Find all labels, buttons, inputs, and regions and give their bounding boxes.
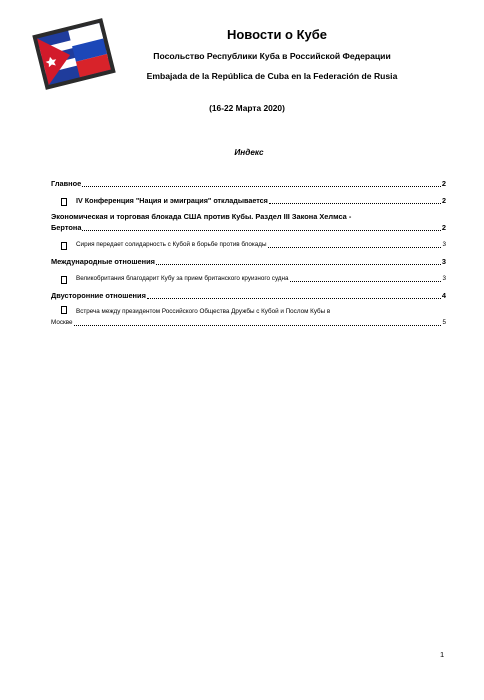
toc-leader	[268, 247, 442, 248]
subtitle-es: Embajada de la República de Cuba en la Federación de Rusia	[146, 71, 398, 81]
toc-entry[interactable]	[51, 256, 446, 267]
table-of-contents	[51, 178, 446, 328]
page-title: Новости о Кубе	[226, 27, 328, 42]
bullet-icon	[61, 276, 67, 284]
toc-page-number: 2	[441, 179, 446, 188]
toc-entry-text-line2: Бертона	[51, 223, 82, 232]
toc-page-number: 3	[442, 241, 446, 248]
toc-entry[interactable]	[51, 290, 446, 301]
toc-entry-text: Двусторонние отношения	[51, 291, 146, 300]
page-number: 1	[440, 650, 445, 659]
toc-entry[interactable]	[51, 273, 446, 284]
toc-page-number: 2	[442, 196, 446, 205]
toc-leader	[269, 203, 441, 204]
toc-leader	[156, 264, 441, 265]
toc-entry-text: Великобритания благодарит Кубу за прием британского круизного судна	[76, 275, 289, 282]
toc-leader	[74, 325, 442, 326]
toc-page-number: 4	[441, 291, 446, 300]
toc-entry[interactable]	[51, 306, 446, 328]
toc-leader	[290, 281, 442, 282]
toc-entry[interactable]	[51, 195, 446, 206]
subtitle-ru: Посольство Республики Куба в Российской Федерации	[153, 51, 391, 61]
toc-page-number: 3	[442, 275, 446, 282]
toc-entry[interactable]	[51, 239, 446, 250]
index-heading: Индекс	[234, 148, 264, 157]
bullet-icon	[61, 242, 67, 250]
toc-page-number: 5	[442, 319, 446, 326]
toc-leader	[82, 186, 441, 187]
toc-page-number: 2	[441, 223, 446, 232]
toc-entry-text-line2: Москве	[51, 319, 73, 326]
toc-entry[interactable]	[51, 178, 446, 189]
toc-entry-line1-wrap	[51, 306, 446, 317]
bullet-icon	[61, 198, 67, 206]
toc-entry-text-line1: Экономическая и торговая блокада США против Кубы. Раздел III Закона Хелмса -	[51, 212, 352, 221]
toc-leader	[82, 230, 440, 231]
bullet-icon	[61, 306, 67, 314]
date-range: (16-22 Марта 2020)	[209, 103, 285, 113]
toc-entry-text: Сирия передает солидарность с Кубой в борьбе против блокады	[76, 241, 267, 248]
toc-entry-text: Главное	[51, 179, 82, 188]
toc-entry-text: IV Конференция "Нация и эмиграция" откладывается	[76, 196, 268, 205]
toc-entry-text: Международные отношения	[51, 257, 155, 266]
toc-page-number: 3	[441, 257, 446, 266]
toc-entry-text-line1: Встреча между президентом Российского Общества Дружбы с Кубой и Послом Кубы в	[76, 308, 331, 315]
toc-leader	[147, 298, 441, 299]
toc-entry[interactable]	[51, 211, 446, 233]
